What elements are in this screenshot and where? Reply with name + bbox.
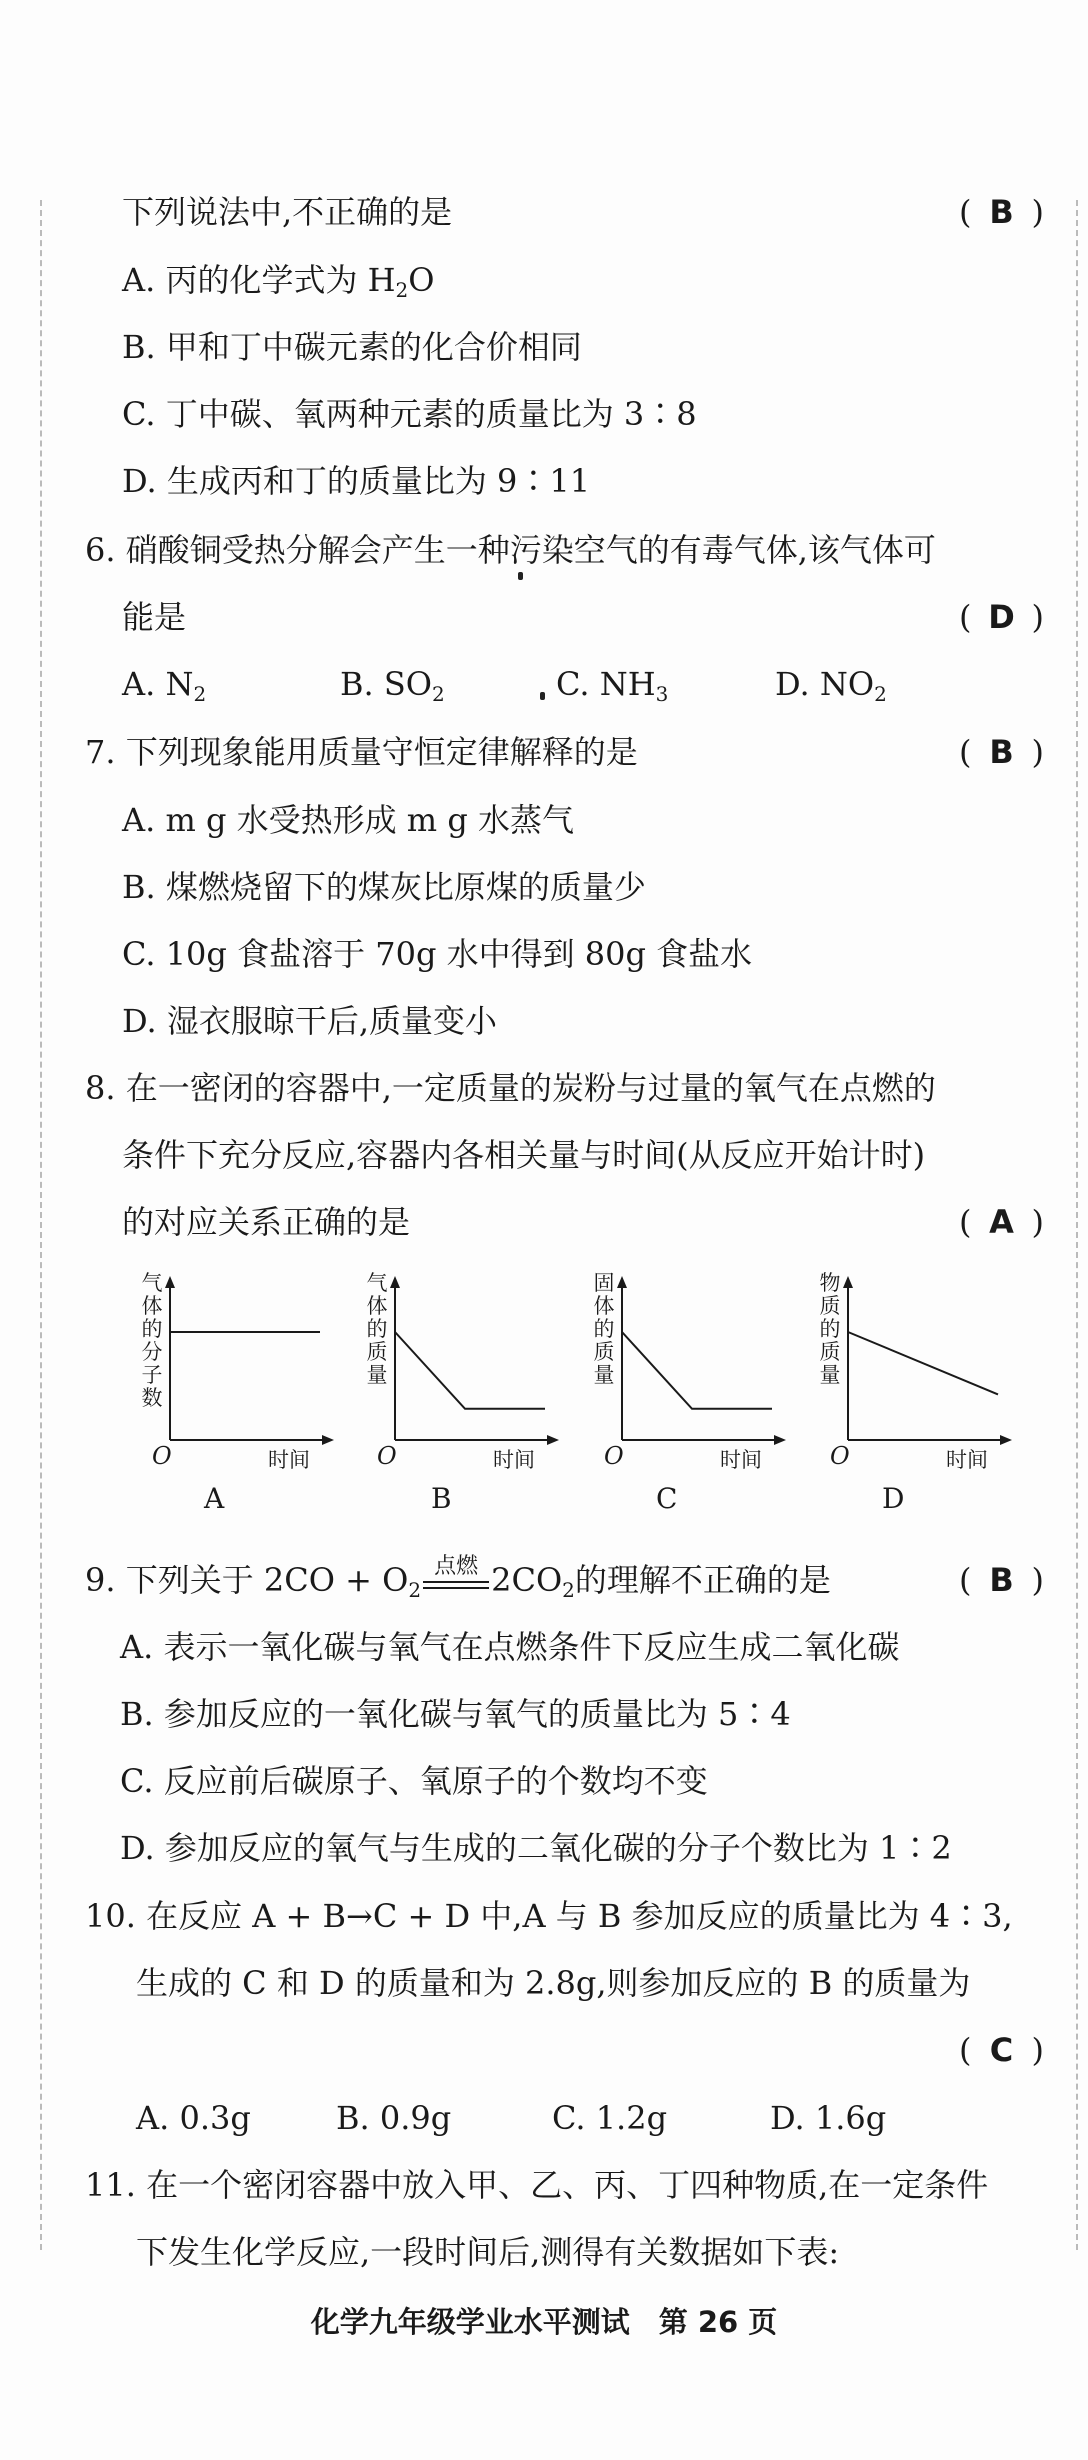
- q6-option-b-text: B. SO: [340, 665, 433, 703]
- graph-b-xlabel: 时间: [493, 1448, 535, 1472]
- left-margin-line: [40, 200, 42, 2250]
- q9-answer-box: ( B ): [959, 1561, 1044, 1599]
- q9-stem-mid: 2CO: [491, 1561, 563, 1599]
- graph-c-origin: O: [604, 1442, 624, 1470]
- reaction-arrow: [421, 1554, 491, 1600]
- q9-stem-pre: 9. 下列关于 2CO + O: [85, 1561, 409, 1599]
- graph-a-label: A: [204, 1482, 225, 1515]
- graph-a-xlabel: 时间: [268, 1448, 310, 1472]
- q6-option-c: [556, 664, 668, 704]
- graph-d-x-arrow: [1000, 1435, 1012, 1445]
- q9-answer: B: [989, 1561, 1014, 1599]
- q10-stem-line2: 生成的 C 和 D 的质量和为 2.8g,则参加反应的 B 的质量为: [136, 1964, 971, 2002]
- graph-b-y-arrow: [390, 1276, 400, 1288]
- q10-stem-line1: 10. 在反应 A + B→C + D 中,A 与 B 参加反应的质量比为 4∶3,: [85, 1897, 1013, 1935]
- q8-stem-line2: 条件下充分反应,容器内各相关量与时间(从反应开始计时): [122, 1136, 926, 1174]
- graph-d-xlabel: 时间: [946, 1448, 988, 1472]
- q8-stem-line1: 8. 在一密闭的容器中,一定质量的炭粉与过量的氧气在点燃的: [85, 1069, 936, 1107]
- q5-stem: 下列说法中,不正确的是: [122, 193, 453, 231]
- q9-stem: [85, 1554, 831, 1602]
- graph-a-origin: O: [152, 1442, 172, 1470]
- q6-option-c-sub: 3: [655, 682, 669, 706]
- q9-stem-post: 的理解不正确的是: [574, 1561, 831, 1599]
- graph-c-xlabel: 时间: [720, 1448, 762, 1472]
- q6-answer: D: [988, 598, 1015, 636]
- q5-option-a-post: O: [408, 261, 435, 299]
- graph-c-y-arrow: [617, 1276, 627, 1288]
- graph-d-ylabel: 物质的质量: [819, 1271, 841, 1387]
- q9-option-a: A. 表示一氧化碳与氧气在点燃条件下反应生成二氧化碳: [120, 1628, 900, 1666]
- graph-c-ylabel: 固体的质量: [593, 1271, 615, 1387]
- graph-a-y-arrow: [165, 1276, 175, 1288]
- graph-d-label: D: [882, 1482, 905, 1515]
- q6-stem-line1: 6. 硝酸铜受热分解会产生一种污染空气的有毒气体,该气体可: [85, 531, 936, 569]
- graph-c-curve: [622, 1332, 772, 1409]
- graph-a-x-arrow: [322, 1435, 334, 1445]
- q9-option-d: D. 参加反应的氧气与生成的二氧化碳的分子个数比为 1∶2: [120, 1829, 952, 1867]
- q10-option-d: D. 1.6g: [770, 2099, 887, 2137]
- graph-d-y-arrow: [843, 1276, 853, 1288]
- q7-option-c: C. 10g 食盐溶于 70g 水中得到 80g 食盐水: [122, 935, 753, 973]
- q8-answer: A: [989, 1203, 1014, 1241]
- q7-stem: 7. 下列现象能用质量守恒定律解释的是: [85, 733, 638, 771]
- q9-option-c: C. 反应前后碳原子、氧原子的个数均不变: [120, 1762, 708, 1800]
- q5-answer: B: [989, 193, 1014, 231]
- q9-option-b: B. 参加反应的一氧化碳与氧气的质量比为 5∶4: [120, 1695, 791, 1733]
- q11-stem-line2: 下发生化学反应,一段时间后,测得有关数据如下表:: [136, 2233, 840, 2271]
- graph-a: [140, 1270, 370, 1515]
- graph-d: [818, 1270, 1048, 1515]
- graph-b-x-arrow: [547, 1435, 559, 1445]
- graph-b-ylabel: 气体的质量: [366, 1271, 388, 1387]
- q10-option-c: C. 1.2g: [552, 2099, 668, 2137]
- q5-option-d: D. 生成丙和丁的质量比为 9∶11: [122, 462, 591, 500]
- graph-d-curve: [848, 1332, 998, 1394]
- graph-d-origin: O: [830, 1442, 850, 1470]
- q6-option-a-text: A. N: [122, 665, 194, 703]
- q5-option-a-sub: 2: [395, 278, 409, 302]
- q6-option-d-sub: 2: [874, 682, 887, 706]
- q6-option-b: [340, 664, 445, 704]
- graph-c-label: C: [656, 1482, 678, 1515]
- q9-stem-sub2: 2: [562, 1578, 575, 1602]
- q6-option-c-text: C. NH: [556, 665, 656, 703]
- q10-option-a: A. 0.3g: [136, 2099, 251, 2137]
- ink-mark: [518, 572, 523, 580]
- q11-stem-line1: 11. 在一个密闭容器中放入甲、乙、丙、丁四种物质,在一定条件: [85, 2166, 989, 2204]
- q5-answer-box: ( B ): [959, 193, 1044, 231]
- q9-stem-sub1: 2: [408, 1578, 422, 1602]
- q6-stem-line2: 能是: [122, 598, 187, 636]
- q5-option-b: B. 甲和丁中碳元素的化合价相同: [122, 328, 582, 366]
- q7-option-a: A. m g 水受热形成 m g 水蒸气: [122, 801, 574, 839]
- q7-option-b: B. 煤燃烧留下的煤灰比原煤的质量少: [122, 868, 646, 906]
- q10-answer: C: [989, 2031, 1014, 2069]
- reaction-condition: 点燃: [434, 1554, 479, 1579]
- q5-option-a: [122, 260, 435, 300]
- graph-b-label: B: [431, 1482, 452, 1515]
- graph-b-curve: [395, 1332, 545, 1409]
- graph-b: [365, 1270, 595, 1515]
- right-margin-line: [1076, 200, 1078, 2250]
- graph-b-plot: [365, 1270, 565, 1445]
- graph-a-ylabel: 气体的分子数: [141, 1271, 163, 1410]
- q6-option-d-text: D. NO: [775, 665, 875, 703]
- q10-option-b: B. 0.9g: [336, 2099, 452, 2137]
- q5-option-a-text: A. 丙的化学式为 H: [122, 261, 396, 299]
- q10-answer-box: ( C ): [959, 2031, 1044, 2069]
- equals-sign: [423, 1581, 489, 1589]
- q7-answer-box: ( B ): [959, 733, 1044, 771]
- q6-option-d: [775, 664, 887, 704]
- q6-answer-box: ( D ): [959, 598, 1044, 636]
- q7-answer: B: [989, 733, 1014, 771]
- q6-option-a: [122, 664, 206, 704]
- graph-c-x-arrow: [774, 1435, 786, 1445]
- q7-option-d: D. 湿衣服晾干后,质量变小: [122, 1002, 498, 1040]
- q5-option-c: C. 丁中碳、氧两种元素的质量比为 3∶8: [122, 395, 697, 433]
- ink-mark: [540, 692, 545, 700]
- q6-option-a-sub: 2: [193, 682, 207, 706]
- graph-c-plot: [592, 1270, 792, 1445]
- graph-d-plot: [818, 1270, 1018, 1445]
- q8-stem-line3: 的对应关系正确的是: [122, 1203, 411, 1241]
- page-footer: 化学九年级学业水平测试 第 26 页: [310, 2305, 778, 2339]
- q8-answer-box: ( A ): [959, 1203, 1044, 1241]
- graph-c: [592, 1270, 822, 1515]
- graph-b-origin: O: [377, 1442, 397, 1470]
- q6-option-b-sub: 2: [432, 682, 445, 706]
- graph-a-plot: [140, 1270, 340, 1445]
